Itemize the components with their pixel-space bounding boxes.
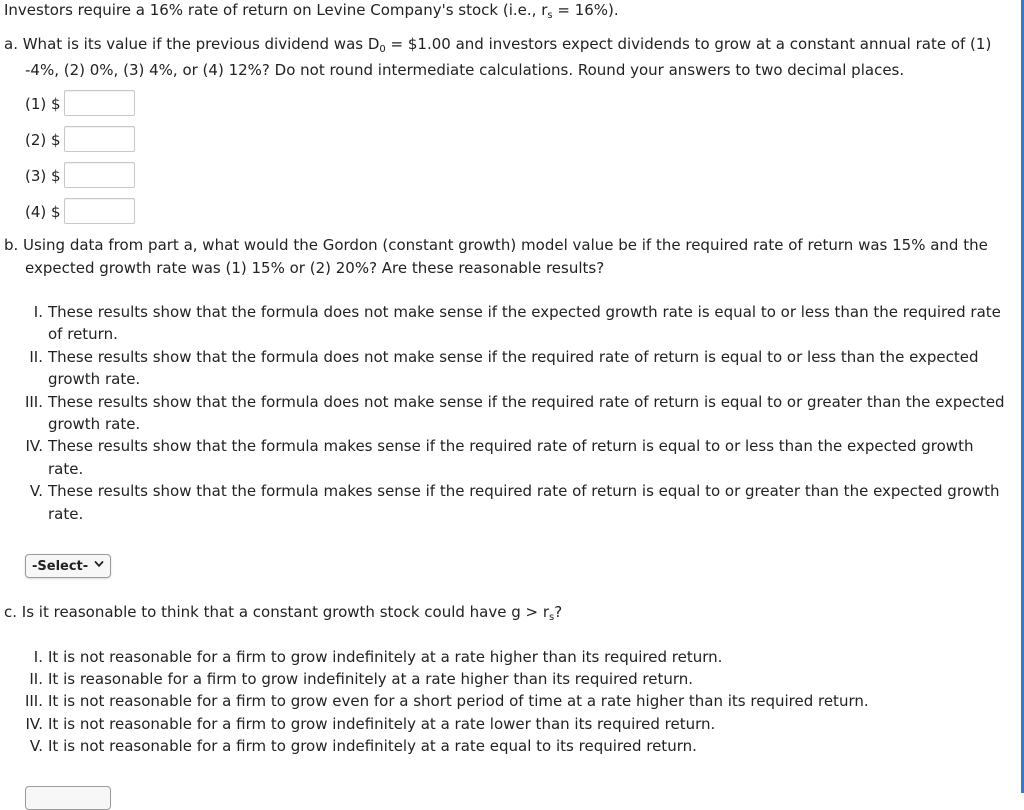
part-b-option-2-line2: growth rate. — [48, 370, 141, 388]
answer-3-input[interactable] — [64, 162, 135, 188]
part-c-option-2-numeral: II. — [29, 670, 43, 688]
part-c-option-4-numeral: IV. — [25, 715, 43, 733]
part-c-option-1-numeral: I. — [33, 648, 43, 666]
part-b-option-4-line2: rate. — [48, 460, 84, 478]
part-b-select-label: -Select- — [32, 558, 89, 574]
part-b-option-5-line2: rate. — [48, 505, 84, 523]
part-c-option-3-text: It is not reasonable for a firm to grow even for a short period of time at a rate higher than its required return. — [48, 692, 869, 710]
intro-subscript: s — [547, 10, 553, 21]
part-a-line1-a: a. What is its value if the previous dividend was D — [4, 35, 380, 53]
part-c-question-tail: ? — [554, 603, 563, 621]
part-b-answer-select[interactable] — [25, 554, 111, 578]
part-b-option-1-line1: These results show that the formula does not make sense if the expected growth rate is equal to or less than the required rate — [48, 303, 1001, 321]
part-a-line1-b: = $1.00 and investors expect dividends to grow at a constant annual rate of (1) — [385, 35, 992, 53]
part-b-option-1-numeral: I. — [33, 303, 43, 321]
answer-4-input[interactable] — [64, 198, 135, 224]
part-c-question-main: c. Is it reasonable to think that a constant growth stock could have g > r — [4, 603, 550, 621]
answer-2-input[interactable] — [64, 126, 135, 152]
part-a-question-line1 — [4, 35, 991, 53]
answer-4-label: (4) $ — [25, 203, 61, 221]
answer-2-label: (2) $ — [25, 131, 61, 149]
part-b-option-5-line1: These results show that the formula makes sense if the required rate of return is equal to or greater than the expected growth — [48, 482, 1000, 500]
part-b-option-4-numeral: IV. — [25, 437, 43, 455]
part-b-option-3-line1: These results show that the formula does not make sense if the required rate of return is equal to or greater than the expected — [48, 393, 1005, 411]
part-b-option-2-numeral: II. — [29, 348, 43, 366]
part-c-answer-select[interactable] — [25, 786, 111, 810]
part-c-question — [4, 603, 562, 621]
part-c-option-1-text: It is not reasonable for a firm to grow indefinitely at a rate higher than its required return. — [48, 648, 723, 666]
answer-1-label: (1) $ — [25, 95, 61, 113]
answer-1-input[interactable] — [64, 90, 135, 116]
part-c-option-2-text: It is reasonable for a firm to grow indefinitely at a rate higher than its required return. — [48, 670, 694, 688]
part-c-option-3-numeral: III. — [24, 692, 43, 710]
part-b-option-5-numeral: V. — [29, 482, 43, 500]
answer-3-label: (3) $ — [25, 167, 61, 185]
chevron-down-icon — [94, 559, 104, 572]
part-b-question-line1: b. Using data from part a, what would the Gordon (constant growth) model value be if the required rate of return was 15% and the — [4, 236, 988, 254]
part-c-option-4-text: It is not reasonable for a firm to grow indefinitely at a rate lower than its required return. — [48, 715, 716, 733]
part-b-question-line2: expected growth rate was (1) 15% or (2) 20%? Are these reasonable results? — [25, 259, 605, 277]
part-b-option-4-line1: These results show that the formula makes sense if the required rate of return is equal to or less than the expected growth — [48, 437, 974, 455]
part-b-option-1-line2: of return. — [48, 325, 118, 343]
part-b-option-2-line1: These results show that the formula does not make sense if the required rate of return is equal to or less than the expected — [48, 348, 979, 366]
part-c-option-5-text: It is not reasonable for a firm to grow indefinitely at a rate equal to its required return. — [48, 737, 697, 755]
intro-tail: = 16%). — [552, 1, 619, 19]
part-b-option-3-line2: growth rate. — [48, 415, 141, 433]
part-c-option-5-numeral: V. — [29, 737, 43, 755]
part-c-subscript: s — [549, 612, 555, 623]
part-b-option-3-numeral: III. — [24, 393, 43, 411]
intro-text — [4, 1, 619, 19]
part-a-subscript: 0 — [379, 44, 386, 55]
intro-main: Investors require a 16% rate of return on Levine Company's stock (i.e., r — [4, 1, 548, 19]
part-a-question-line2: -4%, (2) 0%, (3) 4%, or (4) 12%? Do not round intermediate calculations. Round your answers to two decimal places. — [25, 61, 905, 79]
